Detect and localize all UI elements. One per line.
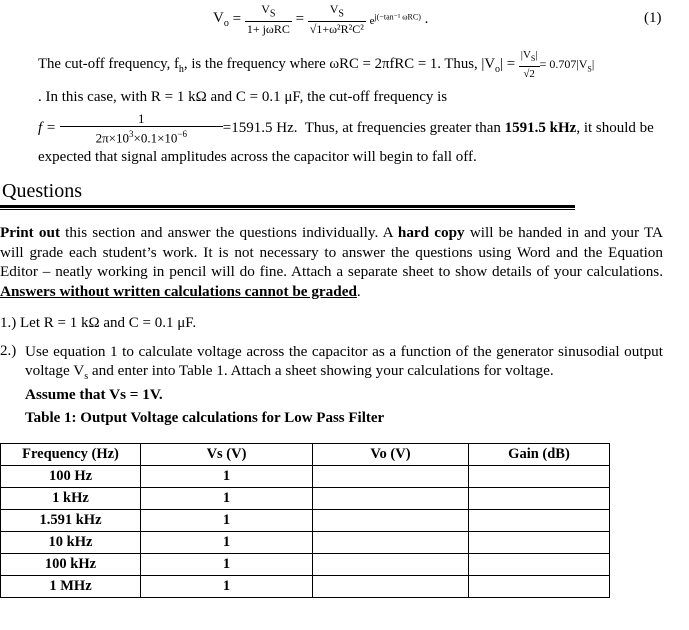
cell-gain[interactable] — [469, 466, 610, 488]
eq1-dot: . — [424, 11, 429, 28]
cell-gain[interactable] — [469, 488, 610, 510]
question-2: Use equation 1 to calculate voltage across the capacitor as a function of the generator sinusodial output voltage $V_s$ and enter into Table 1. Attach a sheet showing your calculations for voltage. Assume that Vs = 1V. — [25, 343, 663, 404]
intro-paragraph: Print out this section and answer the questions individually. A hard copy will be handed in and your TA will grade each student’s work. It is not necessary to answer the questions using Word and the Equation Editor – neatly working in pencil will do fine. Attach a separate sheet to show details of your calculations. Answers without written calculations cannot be graded. — [0, 224, 663, 300]
cell-vs: 1 — [141, 510, 313, 532]
cell-frequency: 1 kHz — [1, 488, 141, 510]
cell-frequency: 10 kHz — [1, 532, 141, 554]
cell-vs: 1 — [141, 554, 313, 576]
header-vs: Vs (V) — [141, 444, 313, 466]
question-2-number: 2.) — [0, 343, 17, 359]
eq1-equals: = — [232, 11, 242, 28]
cell-gain[interactable] — [469, 576, 610, 598]
eq1-fraction-2: $\frac{V_S}{\text{√1+ω²R²C²}}$ — [309, 2, 364, 37]
case-line: . In this case, with R = 1 kΩ and C = 0.1 μF, the cut-off frequency is — [38, 89, 448, 105]
table-row — [1, 554, 610, 576]
table-row — [1, 510, 610, 532]
table-row — [1, 532, 610, 554]
cell-frequency: 1 MHz — [1, 576, 141, 598]
cell-vo[interactable] — [313, 510, 469, 532]
table-row — [1, 488, 610, 510]
cell-vo[interactable] — [313, 554, 469, 576]
cell-frequency: 100 Hz — [1, 466, 141, 488]
cell-vo[interactable] — [313, 532, 469, 554]
equation-1 — [213, 2, 428, 42]
table-caption: Table 1: Output Voltage calculations for Low Pass Filter — [25, 410, 385, 426]
cell-vs: 1 — [141, 466, 313, 488]
question-1: 1.) Let R = 1 kΩ and C = 0.1 μF. — [0, 315, 197, 331]
table-row — [1, 576, 610, 598]
cell-gain[interactable] — [469, 554, 610, 576]
f-equation: f = $\frac{1}{2\pi\times 10^3\times 0.1\times 10^{-6}}$ =1591.5 Hz. Thus, at frequencies greater than 1591.5 kHz, it should be — [38, 110, 654, 146]
cutoff-frequency-line: The cut-off frequency, $f_h$, is the frequency where ωRC = 2πfRC = 1. Thus, $|V_o|$ = $\frac{|V_S|}{√2}$ = $0.707|V_S|$ — [38, 48, 595, 80]
cell-vs: 1 — [141, 576, 313, 598]
equation-number: (1) — [644, 10, 662, 26]
cell-gain[interactable] — [469, 510, 610, 532]
header-frequency: Frequency (Hz) — [1, 444, 141, 466]
eq1-fraction-1: $\frac{V_S}{\text{1+ jωRC}}$ — [246, 2, 290, 37]
eq1-equals-2: = — [295, 11, 305, 28]
header-gain: Gain (dB) — [469, 444, 610, 466]
cell-vs: 1 — [141, 532, 313, 554]
cell-frequency: 100 kHz — [1, 554, 141, 576]
cell-frequency: 1.591 kHz — [1, 510, 141, 532]
cutoff-fraction: $\frac{|V_S|}{√2}$ — [520, 48, 538, 80]
cell-vo[interactable] — [313, 466, 469, 488]
table-row — [1, 466, 610, 488]
eq1-lhs: $V_o$ — [213, 10, 229, 30]
expected-line: expected that signal amplitudes across the capacitor will begin to fall off. — [38, 149, 477, 165]
cell-vs: 1 — [141, 488, 313, 510]
cell-vo[interactable] — [313, 576, 469, 598]
cell-vo[interactable] — [313, 488, 469, 510]
output-voltage-table — [0, 443, 610, 598]
eq1-exponential: $e^{j(-tan^{-1} \omega RC)}$ — [369, 12, 421, 28]
table-header-row — [1, 444, 610, 466]
header-vo: Vo (V) — [313, 444, 469, 466]
questions-heading: Questions — [2, 180, 82, 202]
cell-gain[interactable] — [469, 532, 610, 554]
heading-rule — [0, 205, 575, 210]
f-fraction: $\frac{1}{2\pi\times 10^3\times 0.1\times 10^{-6}}$ — [60, 112, 223, 145]
